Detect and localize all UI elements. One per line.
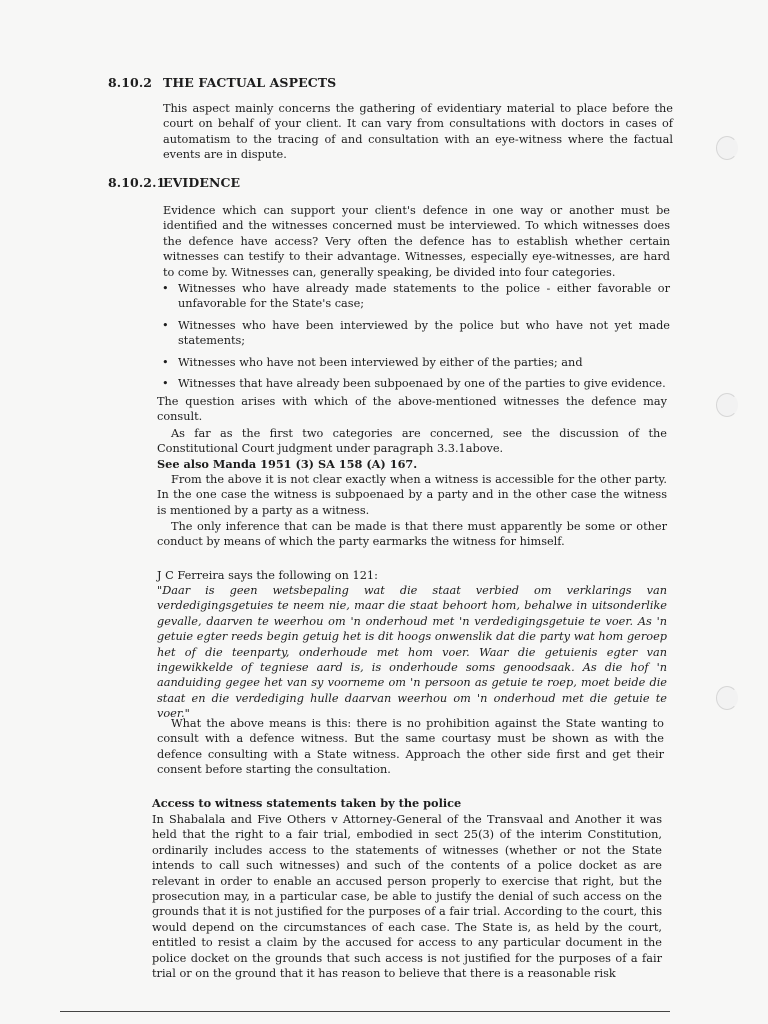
paragraph-inference: The only inference that can be made is that there must apparently be some or other conduct by means of which the party earmarks the witness for himself. [157, 520, 667, 549]
section-title: EVIDENCE [163, 175, 241, 190]
see-also-citation: See also Manda 1951 (3) SA 158 (A) 167. [157, 457, 418, 471]
list-item: • Witnesses who have not been interviewed by either of the parties; and [160, 355, 670, 370]
subheading-access: Access to witness statements taken by the police [152, 796, 462, 810]
witness-category-list [160, 281, 670, 397]
punch-hole [716, 393, 738, 417]
ferreira-intro: J C Ferreira says the following on 121: [157, 569, 378, 582]
ferreira-quote: "Daar is geen wetsbepaling wat die staat verbied om verklarings van verdedigingsgetuies te neem nie, maar die staat behoort hom, behalwe in uitsonderlike gevalle, daarven te weerhou om 'n onderhoud met 'n verdedigingsgetuie te voer. As 'n getuie egter reeds begin getuig het is dit hoogs onwenslik dat die party wat hom geroep het of die teenparty, onderhoude met hom voer. Waar die getuienis egter van ingewikkelde of tegniese aard is, is onderhoude soms genoodsaak. As die hof 'n aanduiding gegee het van sy voorneme om 'n persoon as getuie te roep, moet beide die staat en die verdediging hulle daarvan weerhou om 'n onderhoud met die getuie te voer." [157, 584, 667, 721]
paragraph-from-above: From the above it is not clear exactly when a witness is accessible for the other party. In the one case the witness is subpoenaed by a party and in the other case the witness is mentioned by a party as a witness. [157, 473, 667, 517]
list-item: • Witnesses who have already made statements to the police - either favorable or unfavorable for the State's case; [160, 281, 670, 312]
punch-hole [716, 686, 738, 710]
list-item: • Witnesses who have been interviewed by the police but who have not yet made statements; [160, 318, 670, 349]
paragraph-evidence: Evidence which can support your client's defence in one way or another must be identified and the witnesses concerned must be interviewed. To which witnesses does the defence have access? Very often the defence has to establish whether certain witnesses can testify to their advantage. Witnesses, especially eye-witnesses, are hard to come by. Witnesses can, generally speaking, be divided into four categories. [163, 204, 670, 279]
paragraph-what-above: What the above means is this: there is no prohibition against the State wanting to consult with a defence witness. But the same courtasy must be shown as with the defence consulting with a State witness. Approach the other side first and get their consent before starting the consultation. [157, 717, 664, 777]
section-heading-factual [108, 75, 336, 90]
list-item: • Witnesses that have already been subpoenaed by one of the parties to give evidence. [160, 376, 670, 391]
section-title: THE FACTUAL ASPECTS [163, 75, 337, 90]
section-heading-evidence [108, 175, 240, 190]
paragraph-factual: This aspect mainly concerns the gathering of evidentiary material to place before the court on behalf of your client. It can vary from consultations with doctors in cases of automatism to the tracing of and consultation with an eye-witness where the factual events are in dispute. [163, 102, 673, 162]
section-number: 8.10.2.1 [108, 175, 166, 190]
paragraph-shabalala: In Shabalala and Five Others v Attorney-General of the Transvaal and Another it was held that the right to a fair trial, embodied in sect 25(3) of the interim Constitution, ordinarily includes access to the statements of witnesses (whether or not the State intends to call such witnesses) and such of the contents of a police docket as are relevant in order to enable an accused person properly to exercise that right, but the prosecution may, in a particular case, be able to justify the denial of such access on the grounds that it is not justified for the purposes of a fair trial. According to the court, this would depend on the circumstances of each case. The State is, as held by the court, entitled to resist a claim by the accused for access to any particular document in the police docket on the grounds that such access is not justified for the purposes of a fair trial or on the ground that it has reason to believe that there is a reasonable risk [152, 813, 662, 981]
bottom-rule [60, 1011, 670, 1012]
paragraph-question: The question arises with which of the above-mentioned witnesses the defence may consult. [157, 395, 667, 424]
punch-hole [716, 136, 738, 160]
section-number: 8.10.2 [108, 75, 153, 90]
paragraph-first-two: As far as the first two categories are concerned, see the discussion of the Constitutional Court judgment under paragraph 3.3.1above. [157, 427, 667, 456]
